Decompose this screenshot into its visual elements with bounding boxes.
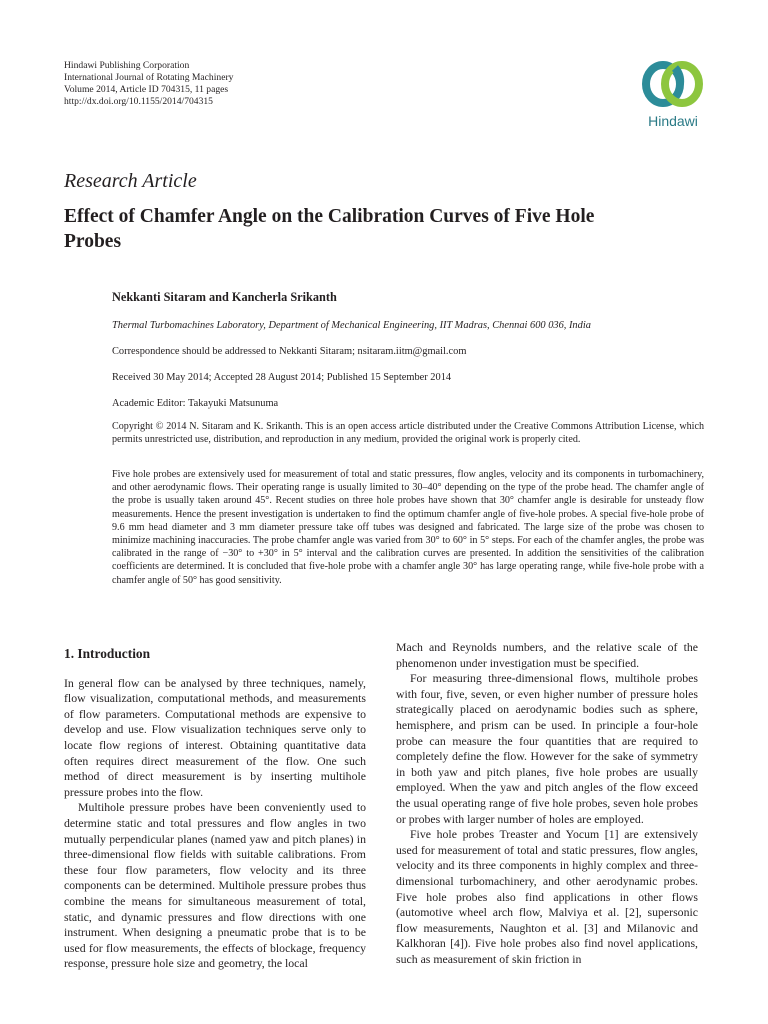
volume-info: Volume 2014, Article ID 704315, 11 pages bbox=[64, 84, 229, 95]
section-heading-introduction: 1. Introduction bbox=[64, 646, 151, 661]
hindawi-logo-text: Hindawi bbox=[648, 113, 698, 129]
academic-editor: Academic Editor: Takayuki Matsunuma bbox=[112, 398, 279, 409]
paragraph: Multihole pressure probes have been conveniently used to determine static and total pressures and flow angles in two mutually perpendicular planes (named yaw and pitch planes) in three-dimensional flow fields with suitable calibrations. From these four flow parameters, flow velocity and its three components can be determined. Multihole pressure probes thus combine the means for simultaneous measurement of total, static, and dynamic pressures and flow directions with one instrument. When designing a pneumatic probe that is to be used for flow measurements, the effects of blockage, frequency response, pressure hole size and geometry, the local bbox=[64, 800, 366, 971]
paragraph: Five hole probes Treaster and Yocum [1] are extensively used for measurement of total and static pressures, flow angles, velocity and its three components in highly complex and three-dimensional turbomachinery, and other aerodynamic probes. Five hole probes also find applications in other flows (automotive wheel arch flow, Malviya et al. [2], supersonic flow measurements, Naughton et al. [3] and Milanovic and Kalkhoran [4]). Five hole probes also find novel applications, such as measurement of skin friction in bbox=[396, 827, 698, 966]
paragraph: Mach and Reynolds numbers, and the relative scale of the phenomenon under investigation must be specified. bbox=[396, 640, 698, 670]
article-title: Effect of Chamfer Angle on the Calibration Curves of Five Hole Probes bbox=[64, 206, 595, 252]
publication-dates: Received 30 May 2014; Accepted 28 August 2014; Published 15 September 2014 bbox=[112, 372, 452, 383]
paragraph: For measuring three-dimensional flows, multihole probes with four, five, seven, or even higher number of pressure holes strategically placed on aerodynamic bodies such as sphere, hemisphere, and prism can be used. In principle a four-hole probe can measure the four quantities that are required to completely define the flow. However for the sake of symmetry in both yaw and pitch planes, five hole probes are usually employed. When the yaw and pitch angles of the flow exceed the usual operating range of five hole probes, seven hole probes or probes with larger number of holes are employed. bbox=[396, 671, 698, 826]
journal-header bbox=[64, 60, 233, 108]
affiliation: Thermal Turbomachines Laboratory, Department of Mechanical Engineering, IIT Madras, Chennai 600 036, India bbox=[112, 320, 591, 331]
article-type: Research Article bbox=[64, 170, 197, 192]
body-column-left bbox=[64, 646, 366, 972]
journal-name: International Journal of Rotating Machinery bbox=[64, 72, 234, 83]
abstract: Five hole probes are extensively used for measurement of total and static pressures, flow angles, velocity and its components in turbomachinery, and other aerodynamic flows. Their operating range is usually limited to 30–40° depending on the type of the probe head. The chamfer angle of the probe is usually taken around 45°. Recent studies on three hole probes have shown that 30° chamfer angle is desirable for unsteady flow measurements. Hence the present investigation is undertaken to find the optimum chamfer angle of five-hole probes. A special five-hole probe of 9.6 mm head diameter and 3 mm diameter pressure take off tubes was designed and fabricated. The large size of the probe was chosen to minimize machining inaccuracies. The probe chamfer angle was varied from 30° to 60° in 5° steps. For each of the chamfer angles, the probe was calibrated in the range of −30° to +30° in 5° interval and the calibration curves are presented. In addition the sensitivities of the calibration coefficients are determined. It is concluded that five-hole probe with a chamfer angle 30° has large operating range, while five-hole probe with a chamfer angle of 50° has good sensitivity. bbox=[112, 469, 704, 586]
copyright-notice: Copyright © 2014 N. Sitaram and K. Srikanth. This is an open access article distributed under the Creative Commons Attribution License, which permits unrestricted use, distribution, and reproduction in any medium, provided the original work is properly cited. bbox=[112, 421, 704, 445]
author-list: Nekkanti Sitaram and Kancherla Srikanth bbox=[112, 290, 337, 304]
publisher-name: Hindawi Publishing Corporation bbox=[64, 60, 190, 71]
doi-link[interactable]: http://dx.doi.org/10.1155/2014/704315 bbox=[64, 96, 213, 107]
correspondence: Correspondence should be addressed to Nekkanti Sitaram; nsitaram.iitm@gmail.com bbox=[112, 346, 467, 357]
body-column-right bbox=[396, 640, 698, 967]
paragraph: In general flow can be analysed by three techniques, namely, flow visualization, computational methods, and measurements of flow parameters. Computational methods are expensive to develop and use. Flow visualization techniques serve only to locate flow regions of interest. Obtaining quantitative data often requires direct measurement of the flow. One such method of direct measurement is by inserting multihole pressure probes into the flow. bbox=[64, 675, 366, 799]
